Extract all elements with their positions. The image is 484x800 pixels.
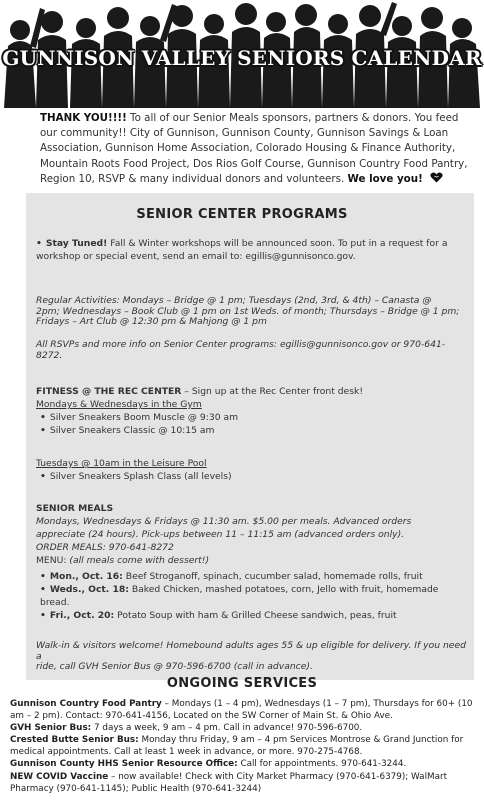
service-row: Gunnison County HHS Senior Resource Office: Call for appointments. 970-641-3244. [10, 759, 407, 770]
regular-activities-line-3: Fridays – Art Club @ 12:30 pm & Mahjong @ 1 pm [36, 316, 267, 327]
menu-item: • Fri., Oct. 20: Potato Soup with ham & Grilled Cheese sandwich, peas, fruit [36, 609, 472, 622]
regular-activities [36, 296, 472, 328]
walk-in-note [36, 641, 472, 673]
gym-heading: Mondays & Wednesdays in the Gym [36, 399, 202, 410]
stay-tuned-line-1: Fall & Winter workshops will be announced soon. To put in a request for a [107, 238, 448, 249]
meals-line-1: Mondays, Wednesdays & Fridays @ 11:30 am. $5.00 per meals. Advanced orders [36, 516, 412, 527]
regular-activities-line-2: 2pm; Wednesdays – Book Club @ 1 pm on 1st Weds. of month; Thursdays – Bridge @ 1 pm; [36, 305, 460, 317]
ongoing-services-list [10, 698, 476, 795]
service-row: Crested Butte Senior Bus: Monday thru Friday, 9 am – 4 pm Services Montrose & Grand Junction for medical appointments. Call at least 1 week in advance, or more. 970-275-4768. [10, 735, 464, 758]
rsvp-line-2: 8272. [36, 349, 63, 361]
thank-you-lead: THANK YOU!!!! [40, 112, 127, 124]
thank-you-body: To all of our Senior Meals sponsors, partners & donors. You feed our community!! City of Gunnison, Gunnison County, Gunnison Savings & Loan Association, Gunnison Home Association, Colorado Housing & Finance Authority, Mountain Roots Food Project, Dos Rios Golf Course, Gunnison Country Food Pantry, Region 10, RSVP & many individual donors and volunteers. [40, 112, 468, 185]
rsvp-info [36, 340, 472, 361]
banner [0, 0, 484, 108]
walk-in-line-2: ride, call GVH Senior Bus @ 970-596-6700 (call in advance). [36, 661, 313, 672]
programs-heading: SENIOR CENTER PROGRAMS [136, 207, 348, 222]
meals-line-2: appreciate (24 hours). Pick-ups between 11 – 11:15 am (advanced orders only). [36, 529, 405, 540]
pool-section [36, 457, 472, 483]
menu-item: • Mon., Oct. 16: Beef Stroganoff, spinach, cucumber salad, homemade rolls, fruit [36, 570, 472, 583]
page-title: GUNNISON VALLEY SENIORS CALENDAR [2, 46, 482, 70]
service-row: Gunnison Country Food Pantry – Mondays (1 – 4 pm), Wednesdays (1 – 7 pm), Thursdays for 60+ (10 am – 2 pm). Contact: 970-641-4156, Located on the SW Corner of Main St. & Ohio Ave. [10, 699, 473, 722]
service-row: GVH Senior Bus: 7 days a week, 9 am – 4 pm. Call in advance! 970-596-6700. [10, 723, 363, 734]
walk-in-line-1: Walk-in & visitors welcome! Homebound adults ages 55 & up eligible for delivery. If you need a [36, 640, 466, 662]
rsvp-line-1: All RSVPs and more info on Senior Center programs: egillis@gunnisonco.gov or 970-641- [36, 339, 446, 350]
meals-order-phone: ORDER MEALS: 970-641-8272 [36, 542, 174, 553]
stay-tuned-notice [36, 237, 472, 263]
heart-icon [430, 172, 443, 183]
menu-item: • Weds., Oct. 18: Baked Chicken, mashed potatoes, corn, Jello with fruit, homemade [36, 583, 472, 596]
menu-lead: MENU: [36, 555, 70, 566]
ongoing-services-heading: ONGOING SERVICES [166, 676, 318, 691]
pool-heading: Tuesdays @ 10am in the Leisure Pool [36, 458, 207, 469]
pool-item: • Silver Sneakers Splash Class (all levels) [36, 470, 472, 483]
thank-you-closing: We love you! [347, 172, 423, 185]
stay-tuned-lead: • Stay Tuned! [36, 238, 107, 249]
thank-you-paragraph [40, 111, 476, 187]
meals-heading: SENIOR MEALS [36, 503, 114, 514]
stay-tuned-line-2: workshop or special event, send an email to: egillis@gunnisonco.gov. [36, 251, 356, 262]
fitness-heading: FITNESS @ THE REC CENTER [36, 386, 182, 397]
regular-activities-line-1: Regular Activities: Mondays – Bridge @ 1 pm; Tuesdays (2nd, 3rd, & 4th) – Canasta @ [36, 295, 432, 306]
fitness-section [36, 385, 472, 437]
menu-item-continuation: bread. [40, 597, 70, 608]
gym-item: • Silver Sneakers Classic @ 10:15 am [36, 424, 472, 437]
menu-list [36, 570, 472, 622]
gym-item: • Silver Sneakers Boom Muscle @ 9:30 am [36, 411, 472, 424]
service-row: NEW COVID Vaccine – now available! Check with City Market Pharmacy (970-641-6379); WalMart Pharmacy (970-641-1145); Public Health (970-641-3244) [10, 771, 448, 794]
menu-note: (all meals come with dessert!) [69, 555, 210, 566]
senior-meals-section [36, 502, 472, 622]
fitness-signup-note: – Sign up at the Rec Center front desk! [181, 386, 363, 397]
